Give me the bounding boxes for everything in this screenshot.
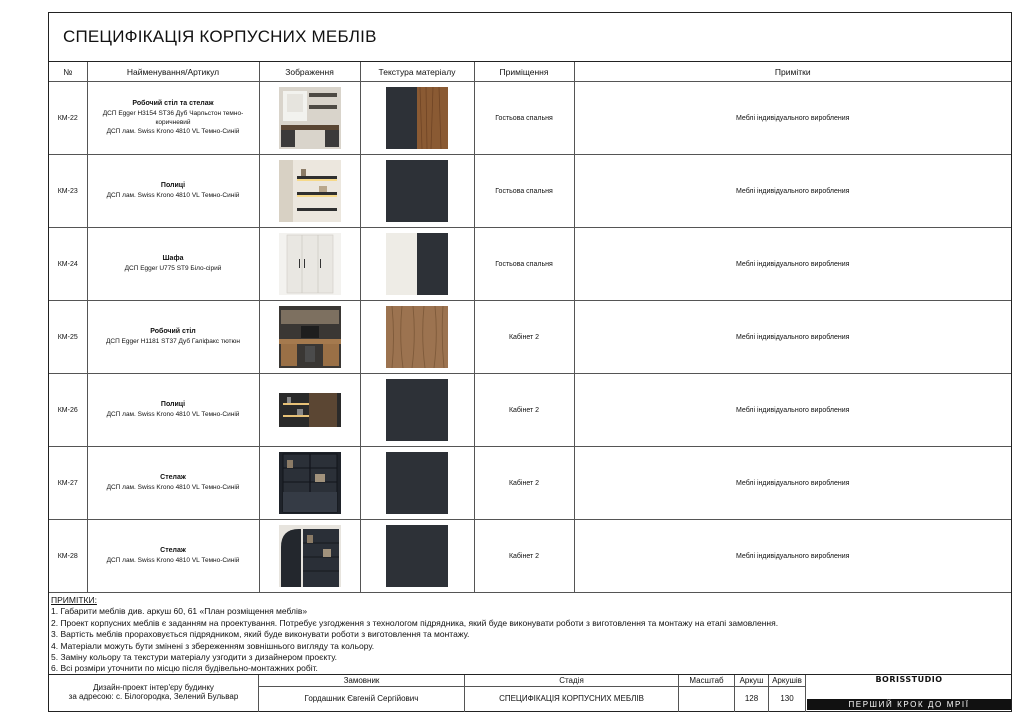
col-number: №	[49, 62, 87, 82]
client-value: Гордашник Євгеній Сергійович	[259, 687, 465, 712]
dark-texture	[386, 452, 448, 514]
item-name: Робочий стіл та стелаж	[132, 100, 214, 107]
row-image	[259, 155, 360, 228]
table-header	[49, 62, 1011, 82]
row-name	[87, 155, 259, 228]
sheet-label: Аркуш	[735, 675, 769, 687]
note-item: 4. Матеріали можуть бути змінені з збереженням зовнішнього вигляду та кольору.	[51, 640, 375, 651]
item-article: ДСП лам. Swiss Krono 4810 VL Темно-Синій	[106, 484, 240, 491]
client-label: Замовник	[259, 675, 465, 687]
row-name	[87, 374, 259, 447]
item-article: ДСП лам. Swiss Krono 4810 VL Темно-Синій	[106, 411, 240, 418]
table-row	[49, 447, 1011, 520]
row-texture	[360, 520, 474, 593]
notes-section	[51, 595, 1001, 675]
col-image: Зображення	[259, 62, 360, 82]
item-article: ДСП Egger H3154 ST36 Дуб Чарльстон темно-	[102, 110, 244, 117]
scale-value	[679, 687, 735, 712]
stage-value: СПЕЦИФІКАЦІЯ КОРПУСНИХ МЕБЛІВ	[465, 687, 679, 712]
table-row	[49, 301, 1011, 374]
col-room: Приміщення	[474, 62, 574, 82]
wardrobe-photo	[279, 233, 341, 295]
sheet-value: 128	[735, 687, 769, 712]
project-line-2: за адресою: с. Білогородка, Зелений Бульвар	[68, 692, 239, 701]
logo-tagline: ПЕРШИЙ КРОК ДО МРІЇ	[807, 699, 1011, 710]
notes-heading: ПРИМІТКИ:	[51, 595, 97, 605]
row-texture	[360, 155, 474, 228]
table-row	[49, 82, 1011, 155]
row-id: КМ-23	[49, 155, 87, 228]
project-cell	[49, 675, 259, 712]
row-image	[259, 447, 360, 520]
row-note: Меблі індивідуального виробления	[574, 228, 1011, 301]
item-article: ДСП лам. Swiss Krono 4810 VL Темно-Синій	[106, 128, 240, 135]
shelves-photo	[279, 160, 341, 222]
row-room: Кабінет 2	[474, 301, 574, 374]
row-image	[259, 82, 360, 155]
item-article: ДСП Egger U775 ST9 Біло-сірий	[124, 265, 222, 272]
note-item: 5. Заміну кольору та текстури матеріалу узгодити з дизайнером проєкту.	[51, 652, 338, 663]
dark-texture	[386, 525, 448, 587]
row-name	[87, 447, 259, 520]
office-desk-photo	[279, 306, 341, 368]
item-article: коричневий	[155, 119, 191, 126]
row-id: КМ-28	[49, 520, 87, 593]
col-name: Найменування/Артикул	[87, 62, 259, 82]
specification-table	[49, 62, 1011, 593]
row-texture	[360, 374, 474, 447]
row-name	[87, 301, 259, 374]
row-note: Меблі індивідуального виробления	[574, 374, 1011, 447]
row-room: Гостьова спальня	[474, 155, 574, 228]
stage-label: Стадія	[465, 675, 679, 687]
page-title: СПЕЦИФІКАЦІЯ КОРПУСНИХ МЕБЛІВ	[63, 27, 377, 46]
item-article: ДСП лам. Swiss Krono 4810 VL Темно-Синій	[106, 192, 240, 199]
item-name: Стелаж	[160, 547, 186, 554]
row-image	[259, 520, 360, 593]
row-id: КМ-26	[49, 374, 87, 447]
item-name: Робочий стіл	[150, 328, 196, 335]
row-id: КМ-25	[49, 301, 87, 374]
row-texture	[360, 301, 474, 374]
item-name: Стелаж	[160, 474, 186, 481]
table-row	[49, 155, 1011, 228]
title-stamp	[49, 674, 1011, 712]
row-name	[87, 228, 259, 301]
row-texture	[360, 447, 474, 520]
row-image	[259, 228, 360, 301]
item-name: Полиці	[160, 401, 186, 408]
row-note: Меблі індивідуального виробления	[574, 301, 1011, 374]
title-block	[49, 13, 1011, 62]
row-room: Гостьова спальня	[474, 82, 574, 155]
table-row	[49, 228, 1011, 301]
arched-bookcase-photo	[279, 525, 341, 587]
row-room: Гостьова спальня	[474, 228, 574, 301]
row-room: Кабінет 2	[474, 374, 574, 447]
desk-shelving-photo	[279, 87, 341, 149]
note-item: 1. Габарити меблів див. аркуш 60, 61 «План розміщення меблів»	[51, 606, 308, 617]
scale-label: Масштаб	[679, 675, 735, 687]
item-name: Полиці	[160, 182, 186, 189]
lit-shelves-photo	[279, 379, 341, 441]
item-article: ДСП лам. Swiss Krono 4810 VL Темно-Синій	[106, 557, 240, 564]
dark-texture	[386, 160, 448, 222]
logo-name: BORISSTUDIO	[875, 675, 943, 684]
row-note: Меблі індивідуального виробления	[574, 155, 1011, 228]
note-item: 6. Всі розміри уточнити по місцю після будівельно-монтажних робіт.	[51, 663, 318, 674]
bookcase-photo	[279, 452, 341, 514]
walnut-texture	[386, 306, 448, 368]
row-image	[259, 301, 360, 374]
row-id: КМ-27	[49, 447, 87, 520]
project-line-1: Дизайн-проект інтер'єру будинку	[93, 683, 214, 692]
row-room: Кабінет 2	[474, 520, 574, 593]
row-room: Кабінет 2	[474, 447, 574, 520]
row-name	[87, 520, 259, 593]
sheets-label: Аркушів	[769, 675, 806, 687]
col-texture: Текстура матеріалу	[360, 62, 474, 82]
row-note: Меблі індивідуального виробления	[574, 447, 1011, 520]
dark-oak-split-texture	[386, 87, 448, 149]
row-texture	[360, 82, 474, 155]
row-id: КМ-22	[49, 82, 87, 155]
note-item: 3. Вартість меблів прораховується підрядником, який буде виконувати роботи з виготовлення та монтажу.	[51, 629, 470, 640]
dark-texture	[386, 379, 448, 441]
row-note: Меблі індивідуального виробления	[574, 520, 1011, 593]
row-texture	[360, 228, 474, 301]
table-row	[49, 374, 1011, 447]
row-image	[259, 374, 360, 447]
table-row	[49, 520, 1011, 593]
item-name: Шафа	[162, 255, 184, 262]
row-note: Меблі індивідуального виробления	[574, 82, 1011, 155]
item-article: ДСП Egger H1181 ST37 Дуб Галіфакс тютюн	[105, 338, 241, 345]
studio-logo	[807, 677, 1011, 709]
sheets-value: 130	[769, 687, 806, 712]
note-item: 2. Проект корпусних меблів є заданням на проектування. Потребує узгодження з технологом підрядника, який буде виконувати роботи з виготовлення та монтажу на етапі замовлення.	[51, 617, 779, 628]
col-notes: Примітки	[574, 62, 1011, 82]
drawing-sheet	[48, 12, 1012, 712]
row-id: КМ-24	[49, 228, 87, 301]
white-dark-split-texture	[386, 233, 448, 295]
row-name	[87, 82, 259, 155]
